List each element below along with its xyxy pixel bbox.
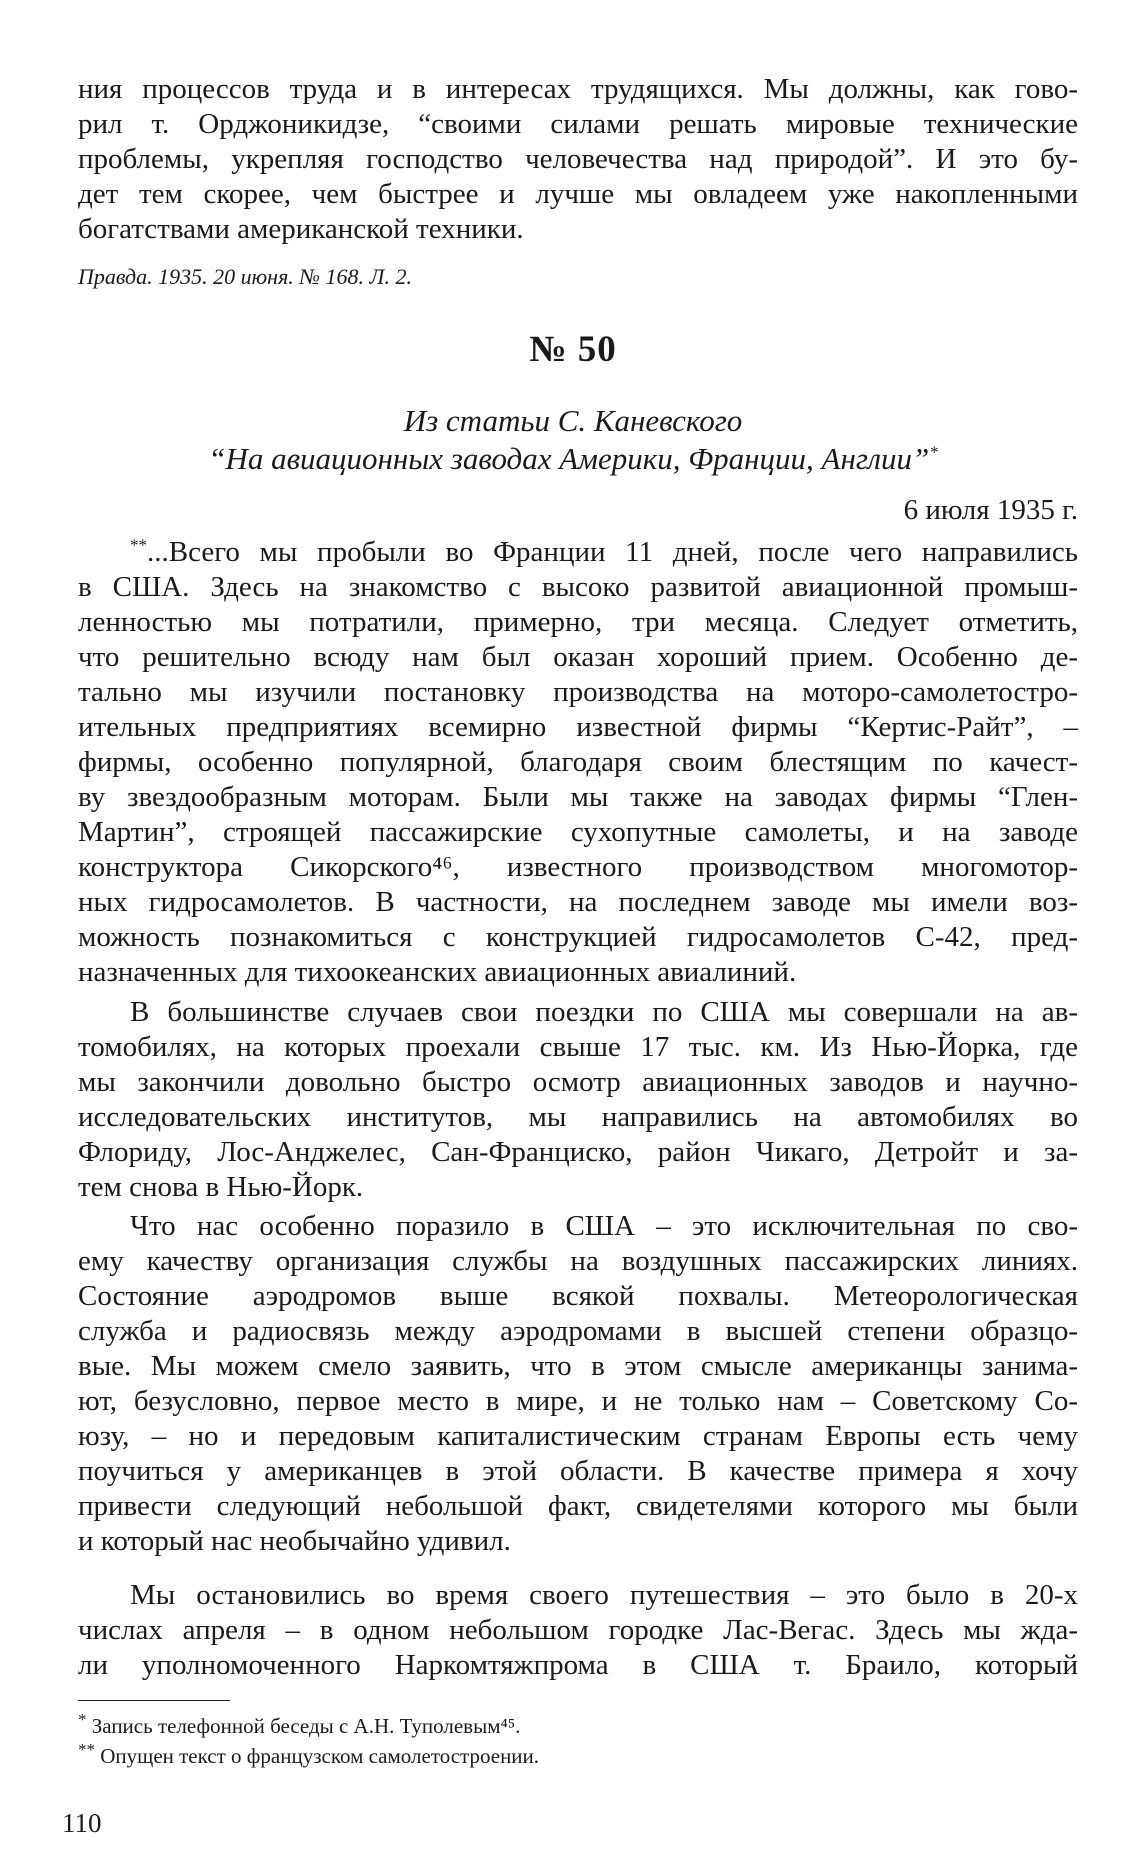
text-line: проблемы, укрепляя господство человечества над природой”. И это бу-: [78, 143, 1078, 175]
text-line: **...Всего мы пробыли во Франции 11 дней, после чего направились: [130, 535, 1078, 568]
text-line: ния процессов труда и в интересах трудящихся. Мы должны, как гово-: [78, 73, 1078, 105]
text-line: поучиться у американцев в этой области. В качестве примера я хочу: [78, 1455, 1078, 1487]
text-line: ленностью мы потратили, примерно, три месяца. Следует отметить,: [78, 606, 1078, 638]
text-line: конструктора Сикорского⁴⁶, известного производством многомотор-: [78, 851, 1078, 883]
text-line: что решительно всюду нам был оказан хороший прием. Особенно де-: [78, 641, 1078, 673]
footnote-mark: *: [78, 1710, 87, 1729]
text-line: томобилях, на которых проехали свыше 17 тыс. км. Из Нью-Йорка, где: [78, 1031, 1078, 1063]
text-line: Мы остановились во время своего путешествия – это было в 20-х: [130, 1579, 1078, 1611]
text-line: исследовательских институтов, мы направились на автомобилях во: [78, 1101, 1078, 1133]
text-line: ных гидросамолетов. В частности, на последнем заводе мы имели воз-: [78, 886, 1078, 918]
heading-title: “На авиационных заводах Америки, Франции, Англии”: [208, 441, 930, 476]
text-line: ву звездообразным моторам. Были мы также на заводах фирмы “Глен-: [78, 781, 1078, 813]
text-line: назначенных для тихоокеанских авиационных авиалиний.: [78, 956, 797, 988]
paragraph-1: [78, 535, 1078, 990]
text-line: мы закончили довольно быстро осмотр авиационных заводов и научно-: [78, 1066, 1078, 1098]
heading-line-1: Из статьи С. Каневского: [403, 403, 743, 438]
text-line: тально мы изучили постановку производства на моторо-самолетостро-: [78, 676, 1078, 708]
paragraph-3: [78, 1209, 1078, 1559]
text-line: рил т. Орджоникидзе, “своими силами решать мировые технические: [78, 108, 1078, 140]
text-line: Состояние аэродромов выше всякой похвалы. Метеорологическая: [78, 1280, 1078, 1312]
text-line: В большинстве случаев свои поездки по США мы совершали на ав-: [130, 996, 1078, 1028]
article-heading: [0, 402, 1146, 478]
footnote-mark: **: [78, 1740, 95, 1759]
continuation-paragraph: [78, 72, 1078, 247]
text-line: фирмы, особенно популярной, благодаря своим блестящим по качест-: [78, 746, 1078, 778]
text-line: тем снова в Нью-Йорк.: [78, 1171, 364, 1203]
document-date: 6 июля 1935 г.: [903, 494, 1078, 526]
text-line: ительных предприятиях всемирно известной фирмы “Кертис-Райт”, –: [78, 711, 1078, 743]
text-line: числах апреля – в одном небольшом городке Лас-Вегас. Здесь мы жда-: [78, 1614, 1078, 1646]
footnote-mark: *: [929, 442, 938, 462]
text-line: юзу, – но и передовым капиталистическим странам Европы есть чему: [78, 1420, 1078, 1452]
text-line: ют, безусловно, первое место в мире, и не только нам – Советскому Со-: [78, 1385, 1078, 1417]
text-line: в США. Здесь на знакомство с высоко развитой авиационной промыш-: [78, 571, 1078, 603]
text-line: привести следующий небольшой факт, свидетелями которого мы были: [78, 1490, 1078, 1522]
text-line: можность познакомиться с конструкцией гидросамолетов С-42, пред-: [78, 921, 1078, 953]
footnote-divider: [78, 1700, 230, 1701]
paragraph-4: [78, 1578, 1078, 1683]
text-line: дет тем скорее, чем быстрее и лучше мы овладеем уже накопленными: [78, 178, 1078, 210]
text-line: и который нас необычайно удивил.: [78, 1525, 511, 1557]
text-line: Мартин”, строящей пассажирские сухопутные самолеты, и на заводе: [78, 816, 1078, 848]
footnote-1: [78, 1712, 520, 1740]
citation-text: Правда. 1935. 20 июня. № 168. Л. 2.: [78, 264, 412, 289]
footnote-text: Запись телефонной беседы с А.Н. Туполевым⁴⁵.: [91, 1714, 521, 1738]
text-line: служба и радиосвязь между аэродромами в высшей степени образцо-: [78, 1315, 1078, 1347]
text-line: Что нас особенно поразило в США – это исключительная по сво-: [130, 1210, 1078, 1242]
text-line: ли уполномоченного Наркомтяжпрома в США т. Браило, который: [78, 1649, 1078, 1681]
page-number: 110: [62, 1808, 102, 1838]
footnote-2: [78, 1742, 539, 1770]
heading-line-2: [0, 440, 1146, 478]
document-number: № 50: [529, 329, 617, 370]
footnote-mark: **: [130, 535, 147, 555]
text-line: Флориду, Лос-Анджелес, Сан-Франциско, район Чикаго, Детройт и за-: [78, 1136, 1078, 1168]
text-line: вые. Мы можем смело заявить, что в этом смысле американцы занима-: [78, 1350, 1078, 1382]
paragraph-2: [78, 995, 1078, 1205]
text-line: ему качеству организация службы на воздушных пассажирских линиях.: [78, 1245, 1078, 1277]
text-line: богатствами американской техники.: [78, 213, 524, 245]
footnote-text: Опущен текст о французском самолетостроении.: [100, 1744, 540, 1768]
source-citation: [78, 262, 1078, 292]
